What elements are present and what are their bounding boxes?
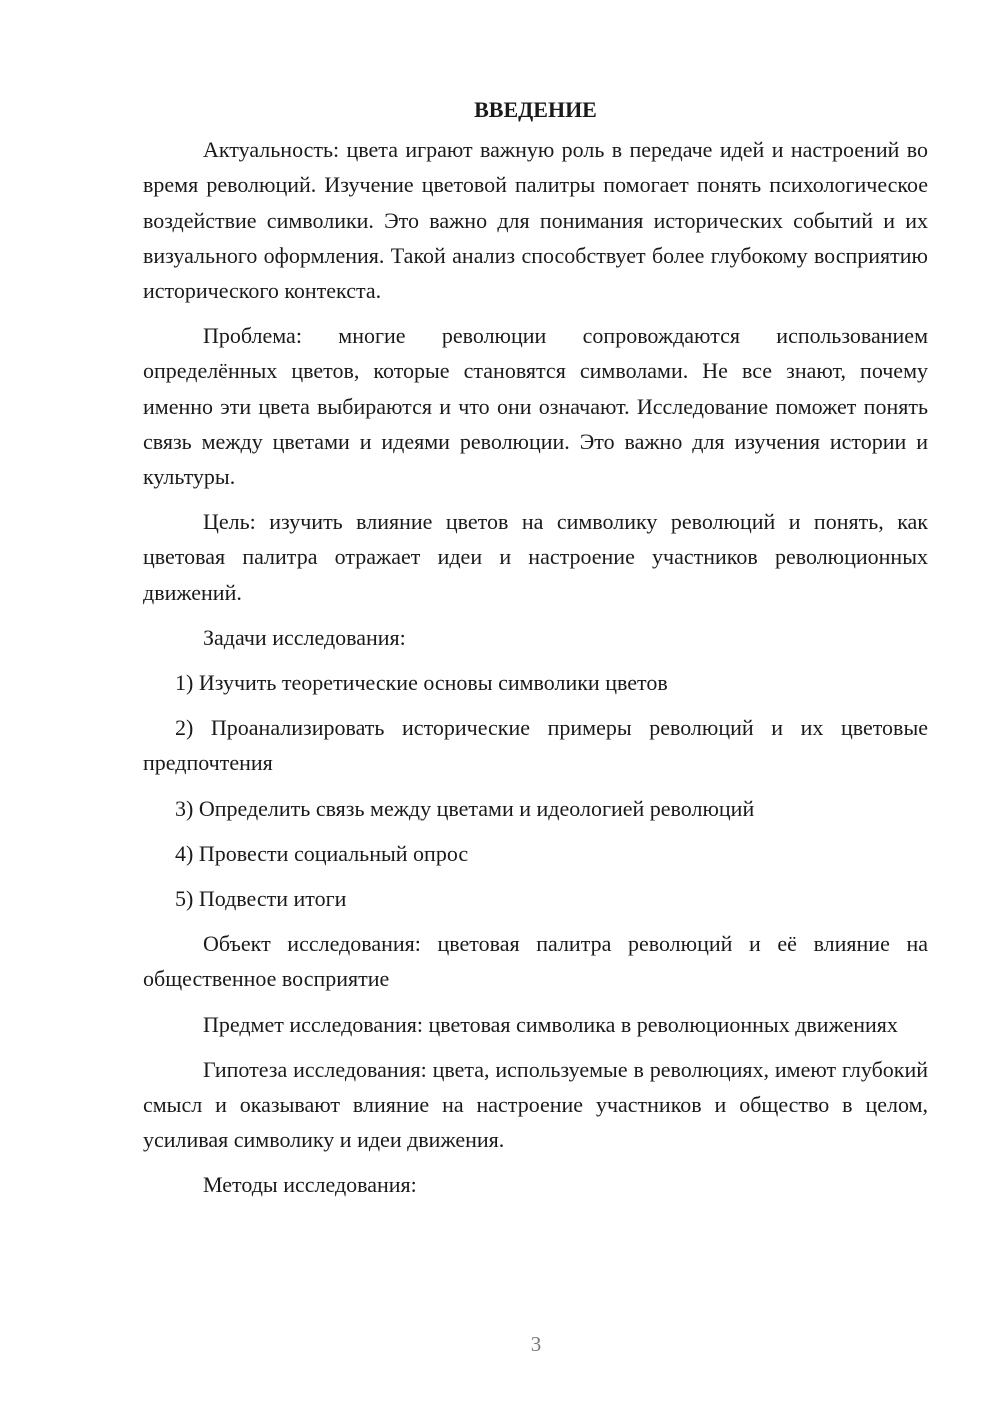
task-item-4: 4) Провести социальный опрос [175, 840, 469, 866]
paragraph-methods-heading: Методы исследования: [203, 1172, 417, 1198]
paragraph-subject: Предмет исследования: цветовая символика в революционных движениях [203, 1011, 898, 1037]
page-number: 3 [530, 1332, 542, 1356]
task-item-3: 3) Определить связь между цветами и идеологией революций [175, 795, 755, 821]
task-item-1: 1) Изучить теоретические основы символики цветов [175, 670, 668, 696]
task-item-5: 5) Подвести итоги [175, 886, 347, 912]
paragraph-relevance: Актуальность: цвета играют важную роль в передаче идей и настроений во время революций. Изучение цветовой палитры помогает понять психологическое воздействие символики. Это важно для понимания исторических событий и их визуального оформления. Такой анализ способствует более глубокому восприятию исторического контекста. [143, 137, 928, 304]
document-body [143, 92, 928, 1213]
task-item-2: 2) Проанализировать исторические примеры революций и их цветовые предпочтения [143, 715, 928, 776]
paragraph-hypothesis: Гипотеза исследования: цвета, используемые в революциях, имеют глубокий смысл и оказывают влияние на настроение участников и общество в целом, усиливая символику и идеи движения. [143, 1056, 928, 1153]
paragraph-goal: Цель: изучить влияние цветов на символику революций и понять, как цветовая палитра отражает идеи и настроение участников революционных движений. [143, 509, 928, 605]
paragraph-problem: Проблема: многие революции сопровождаются использованием определённых цветов, которые становятся символами. Не все знают, почему именно эти цвета выбираются и что они означают. Исследование поможет понять связь между цветами и идеями революции. Это важно для изучения истории и культуры. [143, 323, 928, 490]
paragraph-tasks-heading: Задачи исследования: [203, 624, 406, 650]
section-title: ВВЕДЕНИЕ [474, 97, 597, 122]
paragraph-object: Объект исследования: цветовая палитра революций и её влияние на общественное восприятие [143, 931, 928, 992]
